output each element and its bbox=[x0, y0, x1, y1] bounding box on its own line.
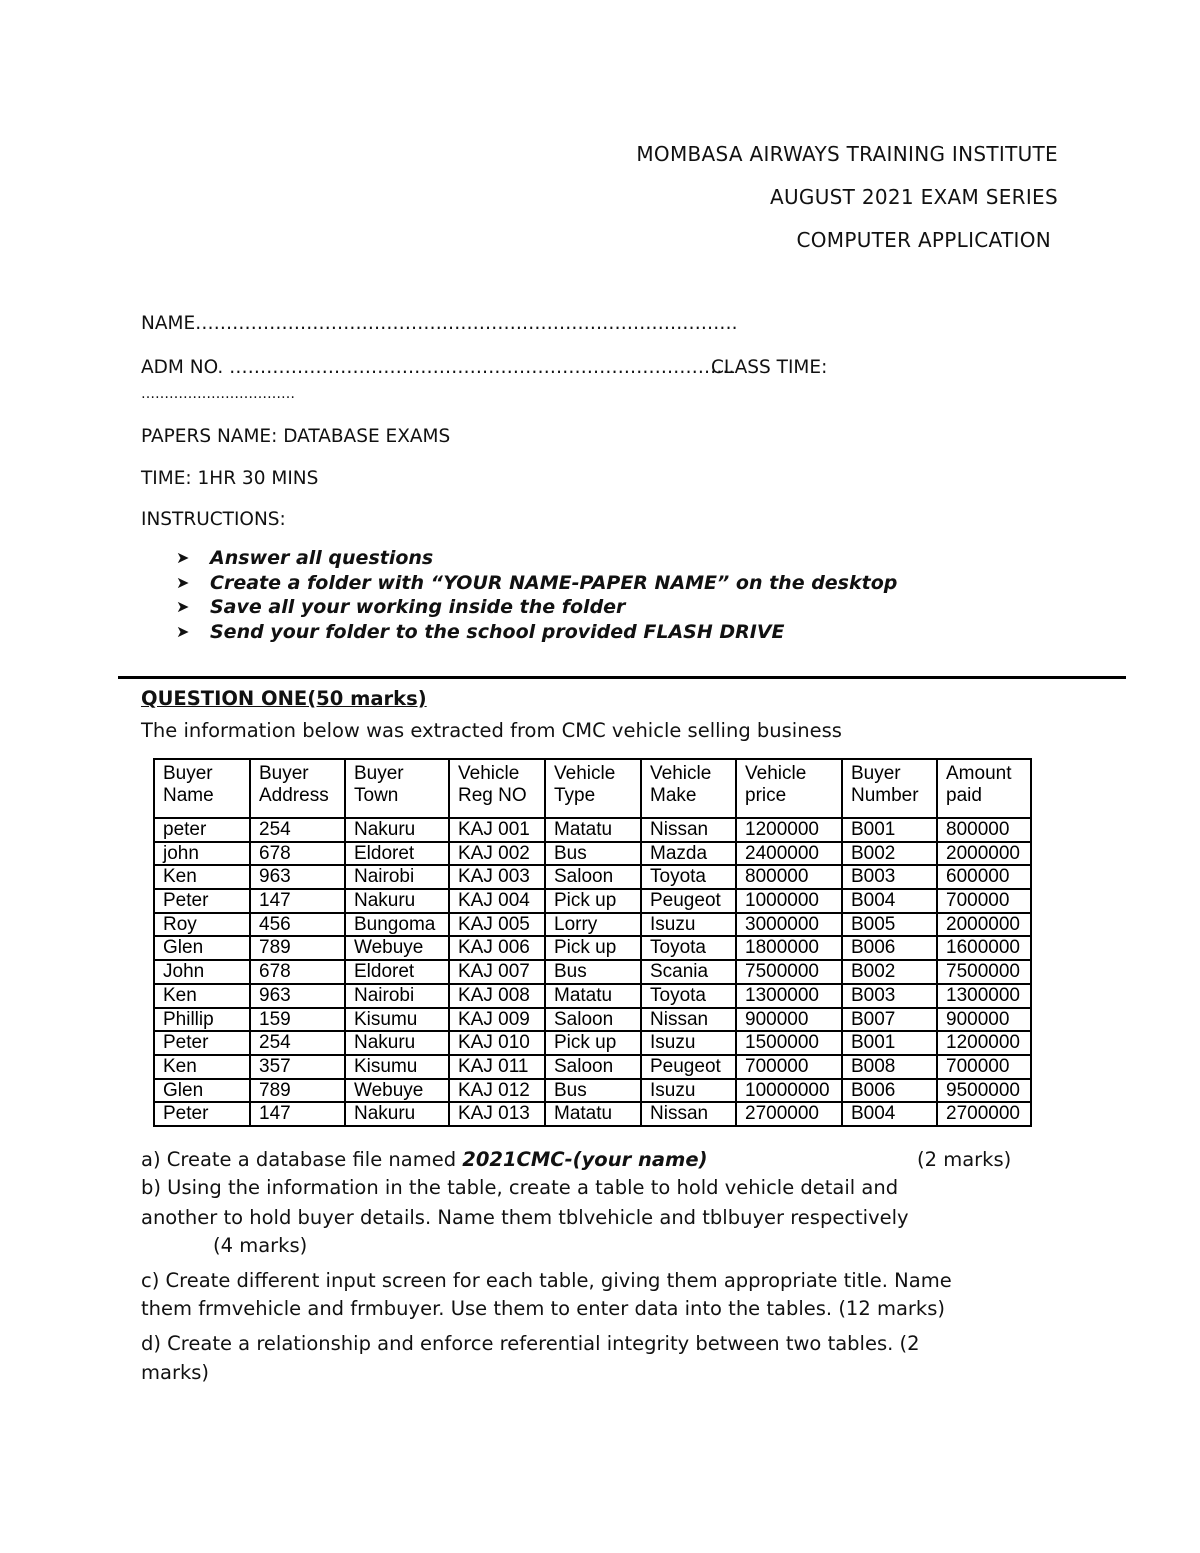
column-header-line: paid bbox=[946, 785, 982, 806]
table-cell: 900000 bbox=[736, 1008, 842, 1032]
table-cell: KAJ 001 bbox=[449, 818, 545, 842]
table-cell: 10000000 bbox=[736, 1079, 842, 1103]
table-cell: 3000000 bbox=[736, 913, 842, 937]
table-cell: 700000 bbox=[937, 889, 1031, 913]
table-cell: 1600000 bbox=[937, 936, 1031, 960]
column-header-line: Vehicle bbox=[650, 763, 712, 784]
column-header bbox=[545, 759, 641, 818]
table-row bbox=[154, 889, 1031, 913]
task-b-line2: another to hold buyer details. Name them tblvehicle and tblbuyer respectively bbox=[141, 1206, 909, 1229]
table-cell: 9500000 bbox=[937, 1079, 1031, 1103]
column-header bbox=[154, 759, 250, 818]
table-row bbox=[154, 1079, 1031, 1103]
instruction-text: Answer all questions bbox=[210, 547, 434, 570]
instruction-item bbox=[176, 595, 897, 620]
table-cell: Pick up bbox=[545, 889, 641, 913]
table-cell: Saloon bbox=[545, 1055, 641, 1079]
table-body bbox=[154, 818, 1031, 1126]
table-cell: 1200000 bbox=[736, 818, 842, 842]
table-cell: B007 bbox=[842, 1008, 937, 1032]
column-header-line: Amount bbox=[946, 763, 1012, 784]
question-title: QUESTION ONE(50 marks) bbox=[141, 687, 427, 710]
arrow-bullet-icon: ➤ bbox=[176, 621, 190, 641]
instructions-label: INSTRUCTIONS: bbox=[141, 509, 286, 530]
table-cell: 254 bbox=[250, 1031, 345, 1055]
table-cell: Peter bbox=[154, 889, 250, 913]
table-row bbox=[154, 984, 1031, 1008]
column-header-line: Buyer bbox=[163, 763, 213, 784]
table-cell: Bungoma bbox=[345, 913, 449, 937]
table-cell: Kisumu bbox=[345, 1055, 449, 1079]
table-cell: 357 bbox=[250, 1055, 345, 1079]
table-cell: Toyota bbox=[641, 984, 736, 1008]
table-cell: Eldoret bbox=[345, 842, 449, 866]
column-header-line: Address bbox=[259, 785, 329, 806]
column-header-line: Type bbox=[554, 785, 596, 806]
table-cell: Pick up bbox=[545, 936, 641, 960]
table-cell: Saloon bbox=[545, 1008, 641, 1032]
table-cell: Peugeot bbox=[641, 1055, 736, 1079]
column-header-line: Number bbox=[851, 785, 919, 806]
table-cell: KAJ 004 bbox=[449, 889, 545, 913]
table-cell: 1000000 bbox=[736, 889, 842, 913]
table-cell: Glen bbox=[154, 1079, 250, 1103]
table-cell: 159 bbox=[250, 1008, 345, 1032]
table-cell: Kisumu bbox=[345, 1008, 449, 1032]
table-cell: 700000 bbox=[937, 1055, 1031, 1079]
table-cell: 7500000 bbox=[937, 960, 1031, 984]
table-cell: KAJ 007 bbox=[449, 960, 545, 984]
column-header bbox=[736, 759, 842, 818]
table-row bbox=[154, 1102, 1031, 1126]
task-d-line1: d) Create a relationship and enforce referential integrity between two tables. (2 bbox=[141, 1332, 920, 1355]
table-cell: 2700000 bbox=[736, 1102, 842, 1126]
table-row bbox=[154, 842, 1031, 866]
table-cell: Nairobi bbox=[345, 865, 449, 889]
table-cell: 963 bbox=[250, 984, 345, 1008]
table-cell: Matatu bbox=[545, 1102, 641, 1126]
table-cell: 2000000 bbox=[937, 913, 1031, 937]
table-cell: Nairobi bbox=[345, 984, 449, 1008]
table-cell: 800000 bbox=[736, 865, 842, 889]
table-cell: Webuye bbox=[345, 1079, 449, 1103]
table-cell: 1300000 bbox=[937, 984, 1031, 1008]
table-cell: Peter bbox=[154, 1102, 250, 1126]
task-b-line1: b) Using the information in the table, create a table to hold vehicle detail and bbox=[141, 1176, 899, 1199]
instructions-list bbox=[176, 546, 897, 644]
table-header-row bbox=[154, 759, 1031, 818]
exam-series: AUGUST 2021 EXAM SERIES bbox=[770, 185, 1058, 209]
column-header-line: Vehicle bbox=[458, 763, 520, 784]
instruction-item bbox=[176, 620, 897, 645]
table-cell: Ken bbox=[154, 865, 250, 889]
column-header-line: Make bbox=[650, 785, 697, 806]
table-row bbox=[154, 1008, 1031, 1032]
table-cell: Phillip bbox=[154, 1008, 250, 1032]
table-cell: 1200000 bbox=[937, 1031, 1031, 1055]
table-cell: peter bbox=[154, 818, 250, 842]
table-cell: Nakuru bbox=[345, 889, 449, 913]
table-cell: B001 bbox=[842, 818, 937, 842]
table-cell: KAJ 003 bbox=[449, 865, 545, 889]
table-row bbox=[154, 936, 1031, 960]
table-cell: Nakuru bbox=[345, 1102, 449, 1126]
table-cell: B005 bbox=[842, 913, 937, 937]
question-intro: The information below was extracted from CMC vehicle selling business bbox=[141, 719, 842, 742]
vehicle-sales-table bbox=[153, 758, 1032, 1127]
table-cell: B004 bbox=[842, 889, 937, 913]
table-cell: 963 bbox=[250, 865, 345, 889]
task-a-text: a) Create a database file named bbox=[141, 1148, 463, 1171]
table-cell: Saloon bbox=[545, 865, 641, 889]
arrow-bullet-icon: ➤ bbox=[176, 572, 190, 592]
column-header bbox=[345, 759, 449, 818]
instruction-item bbox=[176, 571, 897, 596]
table-cell: B003 bbox=[842, 865, 937, 889]
table-cell: Matatu bbox=[545, 984, 641, 1008]
table-cell: 1800000 bbox=[736, 936, 842, 960]
table-cell: Isuzu bbox=[641, 1079, 736, 1103]
table-cell: Isuzu bbox=[641, 913, 736, 937]
column-header-line: Name bbox=[163, 785, 214, 806]
exam-time: TIME: 1HR 30 MINS bbox=[141, 468, 319, 489]
table-cell: Ken bbox=[154, 1055, 250, 1079]
subject-title: COMPUTER APPLICATION bbox=[796, 228, 1051, 252]
table-cell: B002 bbox=[842, 960, 937, 984]
table-cell: 2400000 bbox=[736, 842, 842, 866]
table-cell: B006 bbox=[842, 936, 937, 960]
column-header-line: Buyer bbox=[259, 763, 309, 784]
table-cell: Lorry bbox=[545, 913, 641, 937]
name-field-line: NAME……………………………………………………………………………. bbox=[141, 313, 738, 334]
table-cell: Nakuru bbox=[345, 818, 449, 842]
table-cell: KAJ 009 bbox=[449, 1008, 545, 1032]
table-cell: Nissan bbox=[641, 1008, 736, 1032]
table-cell: Pick up bbox=[545, 1031, 641, 1055]
column-header-line: price bbox=[745, 785, 787, 806]
table-row bbox=[154, 960, 1031, 984]
table-row bbox=[154, 913, 1031, 937]
column-header bbox=[842, 759, 937, 818]
table-cell: B001 bbox=[842, 1031, 937, 1055]
table-cell: B002 bbox=[842, 842, 937, 866]
table-cell: 700000 bbox=[736, 1055, 842, 1079]
paper-name: PAPERS NAME: DATABASE EXAMS bbox=[141, 426, 451, 447]
table-cell: Roy bbox=[154, 913, 250, 937]
table-cell: Bus bbox=[545, 842, 641, 866]
table-cell: KAJ 005 bbox=[449, 913, 545, 937]
table-cell: john bbox=[154, 842, 250, 866]
table-cell: 7500000 bbox=[736, 960, 842, 984]
column-header-line: Buyer bbox=[851, 763, 901, 784]
institute-name: MOMBASA AIRWAYS TRAINING INSTITUTE bbox=[636, 142, 1058, 166]
table-cell: B006 bbox=[842, 1079, 937, 1103]
table-cell: 678 bbox=[250, 842, 345, 866]
table-cell: 789 bbox=[250, 936, 345, 960]
table-cell: Mazda bbox=[641, 842, 736, 866]
table-cell: Nissan bbox=[641, 1102, 736, 1126]
table-cell: 800000 bbox=[937, 818, 1031, 842]
column-header bbox=[449, 759, 545, 818]
instruction-text: Save all your working inside the folder bbox=[210, 596, 626, 619]
table-cell: KAJ 012 bbox=[449, 1079, 545, 1103]
table-cell: KAJ 002 bbox=[449, 842, 545, 866]
table-cell: KAJ 008 bbox=[449, 984, 545, 1008]
table-cell: Isuzu bbox=[641, 1031, 736, 1055]
column-header bbox=[937, 759, 1031, 818]
instruction-text: Send your folder to the school provided FLASH DRIVE bbox=[210, 620, 785, 643]
table-row bbox=[154, 818, 1031, 842]
table-cell: KAJ 010 bbox=[449, 1031, 545, 1055]
table-cell: Matatu bbox=[545, 818, 641, 842]
table-cell: Webuye bbox=[345, 936, 449, 960]
table-cell: B004 bbox=[842, 1102, 937, 1126]
table-cell: KAJ 006 bbox=[449, 936, 545, 960]
table-cell: 678 bbox=[250, 960, 345, 984]
table-cell: Scania bbox=[641, 960, 736, 984]
column-header bbox=[250, 759, 345, 818]
task-a-filename: 2021CMC-(your name) bbox=[462, 1148, 708, 1171]
table-cell: 147 bbox=[250, 889, 345, 913]
column-header bbox=[641, 759, 736, 818]
table-cell: 2000000 bbox=[937, 842, 1031, 866]
table-cell: Ken bbox=[154, 984, 250, 1008]
table-cell: Toyota bbox=[641, 865, 736, 889]
table-cell: Eldoret bbox=[345, 960, 449, 984]
table-cell: Peugeot bbox=[641, 889, 736, 913]
table-cell: 147 bbox=[250, 1102, 345, 1126]
arrow-bullet-icon: ➤ bbox=[176, 548, 190, 568]
column-header-line: Reg NO bbox=[458, 785, 527, 806]
task-a bbox=[141, 1148, 707, 1171]
column-header-line: Vehicle bbox=[745, 763, 807, 784]
column-header-line: Town bbox=[354, 785, 399, 806]
class-time-label: CLASS TIME: bbox=[711, 357, 828, 378]
table-cell: 1500000 bbox=[736, 1031, 842, 1055]
table-cell: KAJ 013 bbox=[449, 1102, 545, 1126]
instruction-text: Create a folder with “YOUR NAME-PAPER NAME” on the desktop bbox=[210, 571, 898, 594]
table-cell: Nissan bbox=[641, 818, 736, 842]
table-cell: B003 bbox=[842, 984, 937, 1008]
table-cell: 789 bbox=[250, 1079, 345, 1103]
table-cell: Toyota bbox=[641, 936, 736, 960]
table-cell: 1300000 bbox=[736, 984, 842, 1008]
column-header-line: Vehicle bbox=[554, 763, 616, 784]
column-header-line: Buyer bbox=[354, 763, 404, 784]
table-cell: 900000 bbox=[937, 1008, 1031, 1032]
vehicle-sales-table-container bbox=[153, 758, 1032, 1127]
task-a-marks: (2 marks) bbox=[917, 1148, 1012, 1171]
adm-no-field-line: ADM NO. ………………………………………………………………………. bbox=[141, 357, 735, 378]
section-divider bbox=[118, 676, 1126, 679]
table-cell: Bus bbox=[545, 960, 641, 984]
table-cell: John bbox=[154, 960, 250, 984]
table-row bbox=[154, 1031, 1031, 1055]
table-cell: 2700000 bbox=[937, 1102, 1031, 1126]
task-b-marks: (4 marks) bbox=[213, 1234, 308, 1257]
task-c-line2: them frmvehicle and frmbuyer. Use them to enter data into the tables. (12 marks) bbox=[141, 1297, 945, 1320]
task-c-line1: c) Create different input screen for each table, giving them appropriate title. Name bbox=[141, 1269, 952, 1292]
table-row bbox=[154, 865, 1031, 889]
task-d-line2: marks) bbox=[141, 1361, 210, 1384]
table-cell: 456 bbox=[250, 913, 345, 937]
table-cell: Glen bbox=[154, 936, 250, 960]
table-row bbox=[154, 1055, 1031, 1079]
table-cell: KAJ 011 bbox=[449, 1055, 545, 1079]
arrow-bullet-icon: ➤ bbox=[176, 597, 190, 617]
table-cell: Nakuru bbox=[345, 1031, 449, 1055]
table-cell: B008 bbox=[842, 1055, 937, 1079]
table-cell: Peter bbox=[154, 1031, 250, 1055]
table-cell: Bus bbox=[545, 1079, 641, 1103]
instruction-item bbox=[176, 546, 897, 571]
class-time-dots: …………………………… bbox=[141, 386, 295, 402]
table-cell: 600000 bbox=[937, 865, 1031, 889]
table-cell: 254 bbox=[250, 818, 345, 842]
